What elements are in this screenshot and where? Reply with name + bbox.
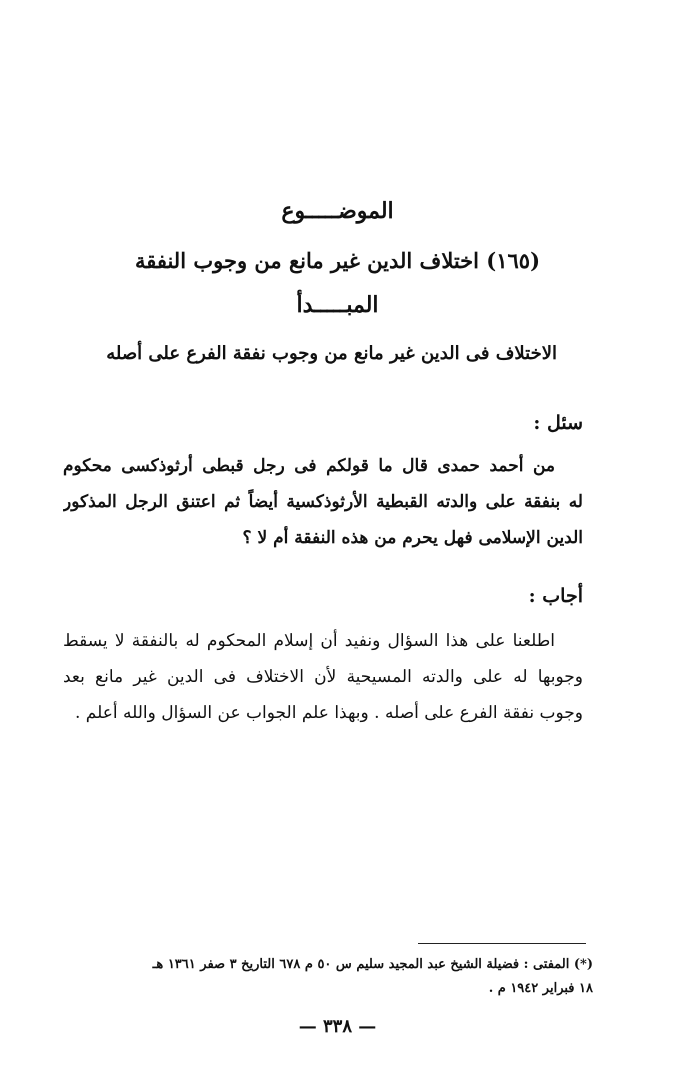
question-paragraph <box>63 448 583 556</box>
question-line: له بنفقة على والدته القبطية الأرثوذكسية أيضاً ثم اعتنق الرجل المذكور <box>63 492 583 512</box>
principle-text: الاختلاف فى الدين غير مانع من وجوب نفقة الفرع على أصله <box>106 343 557 364</box>
footnote <box>53 953 593 1001</box>
answer-label: أجاب : <box>528 585 583 607</box>
page-number: — ٣٣٨ — <box>298 1016 377 1037</box>
section-title: الموضـــــوع <box>281 198 394 224</box>
question-label: سئل : <box>533 412 583 434</box>
principle-heading: المبـــــدأ <box>296 292 379 318</box>
answer-line: اطلعنا على هذا السؤال ونفيد أن إسلام المحكوم له بالنفقة لا يسقط <box>63 631 555 651</box>
answer-line: وجوب نفقة الفرع على أصله . وبهذا علم الجواب عن السؤال والله أعلم . <box>74 703 583 723</box>
fatwa-subject: (١٦٥) اختلاف الدين غير مانع من وجوب النفقة <box>134 248 541 273</box>
footnote-divider <box>418 943 586 944</box>
answer-paragraph <box>63 623 583 731</box>
question-line: من أحمد حمدى قال ما قولكم فى رجل قبطى أرثوذكسى محكوم <box>63 456 555 476</box>
answer-line: وجوبها له على والدته المسيحية لأن الاختلاف فى الدين غير مانع بعد <box>63 667 583 687</box>
footnote-line: ١٨ فبراير ١٩٤٢ م . <box>488 981 593 996</box>
question-line: الدين الإسلامى فهل يحرم من هذه النفقة أم لا ؟ <box>242 528 583 548</box>
footnote-line: (*) المفتى : فضيلة الشيخ عبد المجيد سليم س ٥٠ م ٦٧٨ التاريخ ٣ صفر ١٣٦١ هـ <box>152 957 593 972</box>
